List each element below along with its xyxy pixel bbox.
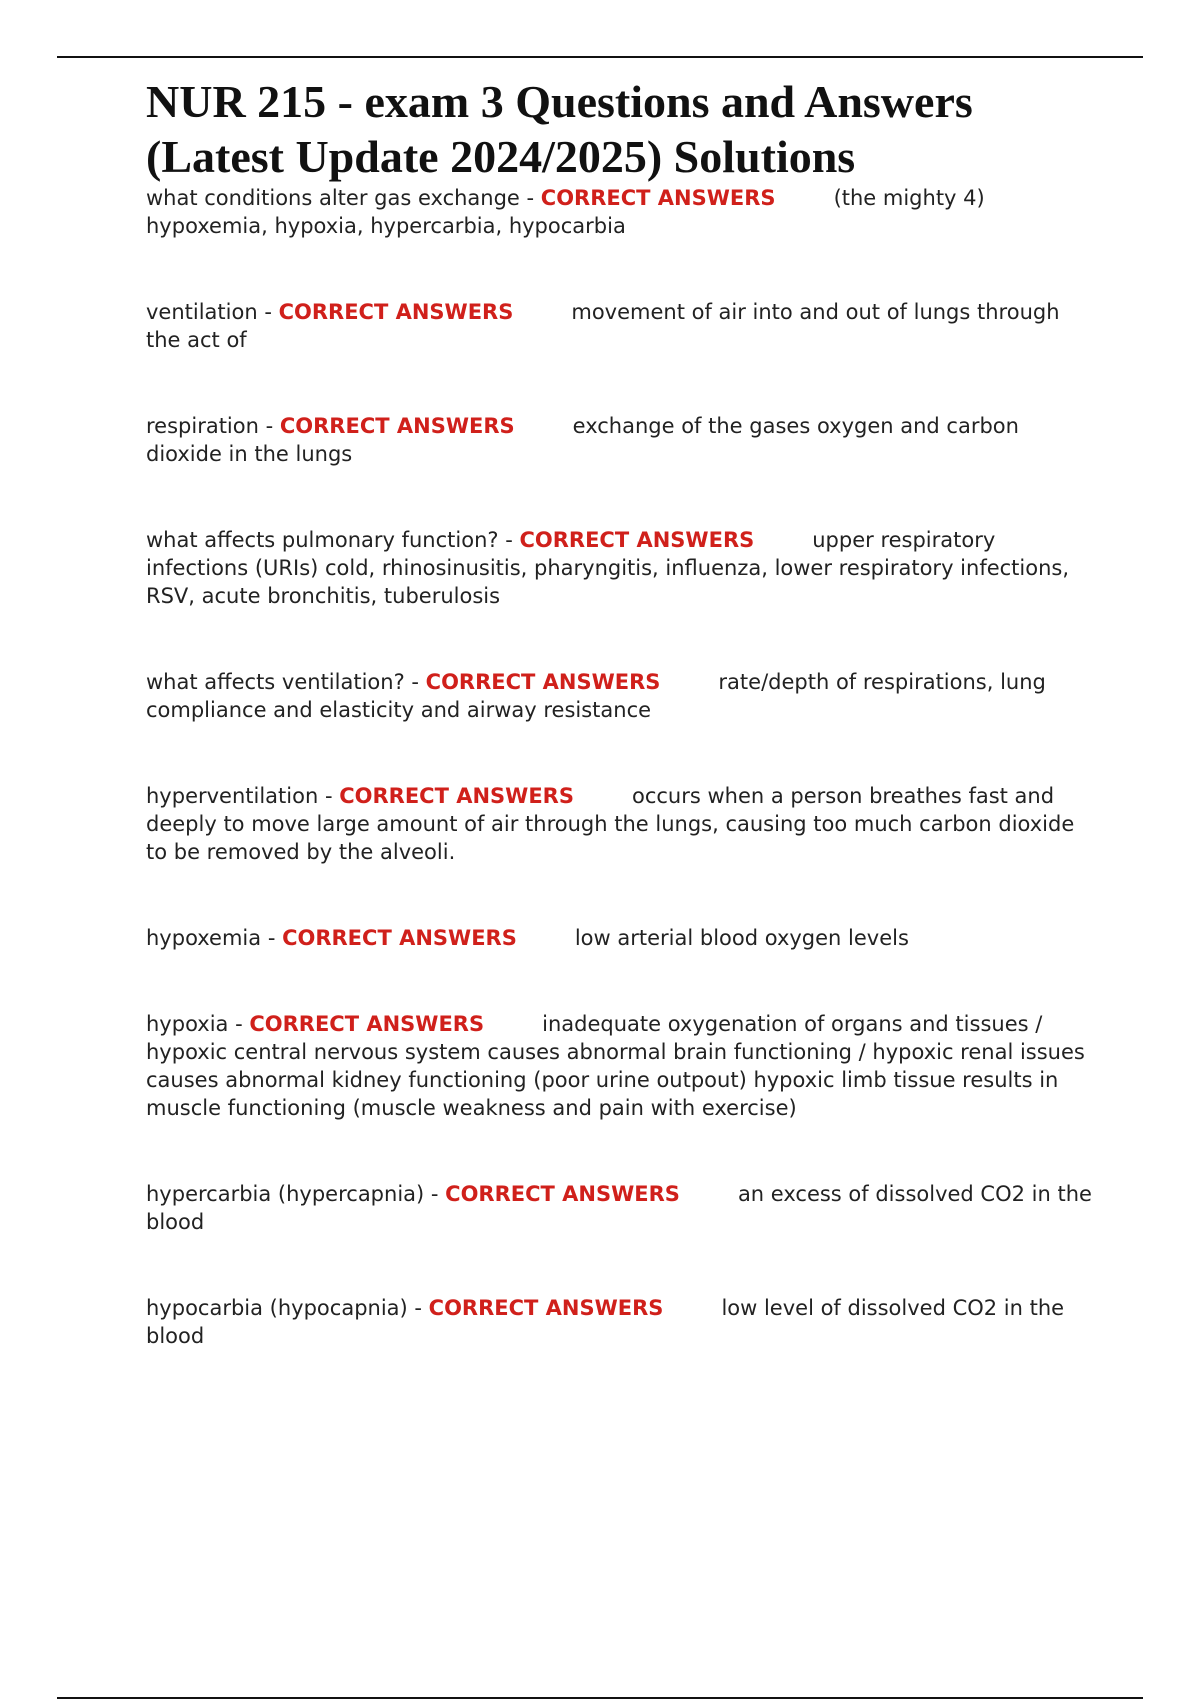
separator: - [424,1182,446,1206]
answer-tag: CORRECT ANSWERS [540,186,776,210]
separator: - [407,1296,429,1320]
question-text: ventilation [146,300,258,324]
question-text: hypocarbia (hypocapnia) [146,1296,408,1320]
answer-text: (the mighty 4) hypoxemia, hypoxia, hypercarbia, hypocarbia [146,186,985,238]
qa-item [146,668,1096,724]
answer-text: movement of air into and out of lungs through the act of [146,300,1060,352]
qa-item [146,924,1096,952]
separator: - [228,1012,250,1036]
answer-text: low level of dissolved CO2 in the blood [146,1296,1065,1348]
answer-text: low arterial blood oxygen levels [574,926,909,950]
separator: - [498,528,520,552]
qa-item [146,1294,1096,1350]
title-line-1: NUR 215 - exam 3 Questions and Answers [146,76,973,127]
qa-item [146,184,1096,240]
answer-tag: CORRECT ANSWERS [279,414,515,438]
qa-list [146,184,1096,1350]
question-text: what affects ventilation? [146,670,405,694]
qa-item [146,298,1096,354]
answer-text: inadequate oxygenation of organs and tissues / hypoxic central nervous system causes abnormal brain functioning / hypoxic renal issues causes abnormal kidney functioning (poor urine outpout) hypoxic limb tissue results in muscle functioning (muscle weakness and pain with exercise) [146,1012,1085,1120]
separator: - [261,926,283,950]
separator: - [258,414,280,438]
document-body [146,74,1096,1408]
answer-tag: CORRECT ANSWERS [428,1296,664,1320]
qa-item [146,412,1096,468]
question-text: hypoxemia [146,926,262,950]
qa-item [146,1010,1096,1122]
qa-item [146,526,1096,610]
separator: - [404,670,426,694]
separator: - [257,300,279,324]
title-line-2: (Latest Update 2024/2025) Solutions [146,131,856,182]
question-text: hypoxia [146,1012,229,1036]
answer-tag: CORRECT ANSWERS [425,670,661,694]
answer-tag: CORRECT ANSWERS [445,1182,680,1206]
question-text: what conditions alter gas exchange [146,186,520,210]
bottom-rule [57,1697,1143,1699]
separator: - [318,784,340,808]
answer-tag: CORRECT ANSWERS [278,300,514,324]
answer-text: rate/depth of respirations, lung compliance and elasticity and airway resistance [146,670,1046,722]
answer-text: exchange of the gases oxygen and carbon dioxide in the lungs [146,414,1019,466]
answer-tag: CORRECT ANSWERS [519,528,755,552]
document-title [146,74,1096,184]
question-text: what affects pulmonary function? [146,528,499,552]
answer-tag: CORRECT ANSWERS [249,1012,485,1036]
qa-item [146,782,1096,866]
question-text: hypercarbia (hypercapnia) [146,1182,425,1206]
qa-item [146,1180,1096,1236]
answer-tag: CORRECT ANSWERS [339,784,574,808]
answer-text: upper respiratory infections (URIs) cold, rhinosinusitis, pharyngitis, influenza, lower respiratory infections, RSV, acute bronchitis, tuberulosis [146,528,1070,608]
answer-text: an excess of dissolved CO2 in the blood [146,1182,1092,1234]
separator: - [519,186,541,210]
answer-tag: CORRECT ANSWERS [282,926,517,950]
question-text: hyperventilation [146,784,319,808]
answer-text: occurs when a person breathes fast and deeply to move large amount of air through the lungs, causing too much carbon dioxide to be removed by the alveoli. [146,784,1075,864]
top-rule [57,56,1143,58]
question-text: respiration [146,414,259,438]
